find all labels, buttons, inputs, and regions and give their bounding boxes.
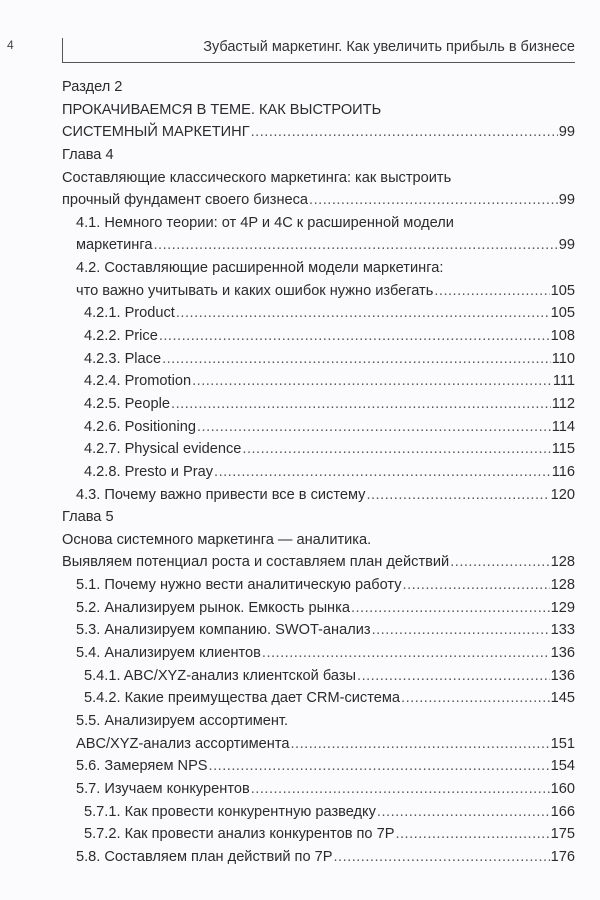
toc-entry-title: 5.7.2. Как провести анализ конкурентов по 7P [84,826,395,843]
toc-entry-page: 120 [550,486,575,503]
toc-entry-page: 128 [550,554,575,571]
table-of-contents [62,76,575,868]
header-rule [62,62,575,63]
toc-entry-page: 136 [550,645,575,662]
toc-entry-title: маркетинга [76,237,153,254]
toc-entry-title: 5.1. Почему нужно вести аналитическую работу [76,577,402,594]
dot-leader [251,121,558,144]
toc-entry-title: 4.2.6. Positioning [84,418,196,435]
toc-entry [62,506,575,529]
dot-leader [197,416,551,439]
toc-entry [62,574,575,597]
toc-entry [62,257,575,280]
toc-entry-title: Составляющие классического маркетинга: как выстроить [62,169,452,186]
toc-entry-title: 5.8. Составляем план действий по 7P [76,848,333,865]
toc-entry-page: 116 [551,463,575,480]
toc-entry-title: 4.2.7. Physical evidence [84,441,242,458]
toc-entry-page: 128 [550,577,575,594]
toc-entry [62,167,575,190]
toc-entry [62,370,575,393]
toc-entry [62,687,575,710]
toc-entry-page: 129 [550,599,575,616]
toc-entry-title: 5.4.1. ABC/XYZ-анализ клиентской базы [84,667,357,684]
page-number: 4 [7,38,14,52]
toc-entry-title: Раздел 2 [62,79,123,95]
toc-entry [62,597,575,620]
dot-leader [262,642,550,665]
toc-entry [62,393,575,416]
toc-entry [62,484,575,507]
dot-leader [434,280,549,303]
dot-leader [366,484,549,507]
dot-leader [401,687,550,710]
toc-entry-title: что важно учитывать и каких ошибок нужно избегать [76,282,434,299]
toc-entry-page: 108 [550,328,575,345]
dot-leader [309,189,558,212]
dot-leader [171,393,551,416]
toc-entry-title: прочный фундамент своего бизнеса [62,192,309,209]
toc-entry-title: Выявляем потенциал роста и составляем план действий [62,554,450,571]
toc-entry-title: 4.2. Составляющие расширенной модели маркетинга: [76,260,444,277]
toc-entry [62,551,575,574]
toc-entry-title: 5.5. Анализируем ассортимент. [76,712,289,729]
dot-leader [153,234,557,257]
toc-entry [62,302,575,325]
toc-entry [62,234,575,257]
toc-entry-title: 4.2.5. People [84,395,171,412]
dot-leader [162,348,551,371]
toc-entry [62,778,575,801]
dot-leader [372,619,550,642]
toc-entry [62,801,575,824]
toc-entry-page: 145 [550,690,575,707]
toc-entry-page: 154 [550,758,575,775]
toc-entry-page: 176 [550,848,575,865]
toc-entry-page: 136 [550,667,575,684]
toc-entry [62,76,575,99]
toc-entry-page: 151 [550,735,575,752]
dot-leader [192,370,552,393]
toc-entry-title: ПРОКАЧИВАЕМСЯ В ТЕМЕ. КАК ВЫСТРОИТЬ [62,101,382,118]
toc-entry-page: 105 [550,305,575,322]
toc-entry-page: 99 [558,192,575,209]
dot-leader [395,823,549,846]
toc-entry [62,212,575,235]
dot-leader [242,438,550,461]
toc-entry [62,733,575,756]
toc-entry-title: 4.2.3. Place [84,350,162,367]
dot-leader [333,846,549,869]
dot-leader [450,551,549,574]
toc-entry [62,189,575,212]
toc-entry-title: 5.6. Замеряем NPS [76,758,208,775]
toc-entry-title: 5.3. Анализируем компанию. SWOT-анализ [76,622,371,639]
toc-entry-title: 4.1. Немного теории: от 4P и 4C к расширенной модели [76,214,454,231]
toc-entry [62,461,575,484]
toc-entry-page: 99 [558,237,575,254]
dot-leader [159,325,550,348]
dot-leader [351,597,550,620]
toc-entry-title: ABC/XYZ-анализ ассортимента [76,735,290,752]
toc-entry [62,665,575,688]
toc-entry [62,823,575,846]
toc-entry [62,99,575,122]
toc-entry-title: 5.4. Анализируем клиентов [76,645,261,662]
toc-entry [62,846,575,869]
toc-entry-title: 4.2.4. Promotion [84,373,192,390]
toc-entry [62,755,575,778]
dot-leader [377,801,550,824]
dot-leader [403,574,550,597]
toc-entry [62,348,575,371]
dot-leader [209,755,550,778]
toc-entry [62,438,575,461]
dot-leader [357,665,550,688]
toc-entry [62,144,575,167]
toc-entry-title: 4.2.8. Presto и Pray [84,463,214,480]
toc-entry-title: Глава 5 [62,509,114,526]
dot-leader [176,302,550,325]
toc-entry-page: 112 [551,395,575,412]
toc-entry [62,710,575,733]
toc-entry-title: СИСТЕМНЫЙ МАРКЕТИНГ [62,124,250,141]
dot-leader [214,461,551,484]
toc-entry-page: 160 [550,780,575,797]
toc-entry-page: 115 [551,441,575,458]
toc-entry [62,416,575,439]
toc-entry [62,325,575,348]
toc-entry-title: Основа системного маркетинга — аналитика. [62,531,372,548]
toc-entry-title: 5.7. Изучаем конкурентов [76,780,250,797]
running-header: Зубастый маркетинг. Как увеличить прибыль в бизнесе [203,39,575,55]
toc-entry-page: 166 [550,803,575,820]
toc-entry [62,619,575,642]
toc-entry-page: 114 [551,418,575,435]
dot-leader [290,733,549,756]
toc-entry-page: 133 [550,622,575,639]
toc-entry-title: 4.3. Почему важно привести все в систему [76,486,366,503]
dot-leader [251,778,550,801]
toc-entry [62,529,575,552]
toc-entry-page: 105 [550,282,575,299]
toc-entry-title: Глава 4 [62,146,114,163]
toc-entry-page: 175 [550,826,575,843]
toc-entry-page: 99 [558,124,575,141]
toc-entry [62,642,575,665]
toc-entry-title: 4.2.1. Product [84,305,175,322]
header-tick [62,38,63,63]
toc-entry-page: 110 [551,350,575,367]
toc-entry-title: 5.2. Анализируем рынок. Емкость рынка [76,599,350,616]
toc-entry [62,280,575,303]
toc-entry-title: 5.7.1. Как провести конкурентную разведку [84,803,376,820]
toc-entry-page: 111 [552,373,575,390]
toc-entry [62,121,575,144]
toc-entry-title: 4.2.2. Price [84,328,158,345]
toc-entry-title: 5.4.2. Какие преимущества дает CRM-система [84,690,401,707]
